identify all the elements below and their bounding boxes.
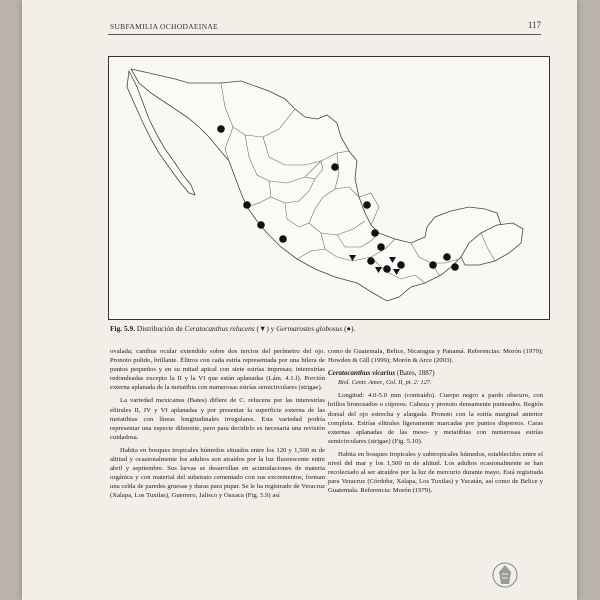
paragraph: ovalada; canthus ocular extendido sobre dos tercios del perímetro del ojo. Pronoto pulido, brillante. Élitros con cada estría representada por una hilera de puntos pequeños y en su mitad apical con siete estrías impresas; interestrías redondeadas excepto la II y la VI que están aplanadas (Lám. 4.1.f). Porción externa aplanada de la metatibia con numerosas estrías semicirculares (strigae). <box>110 348 325 392</box>
map-point-circle <box>377 243 385 251</box>
figure-caption <box>110 324 550 333</box>
publisher-emblem-icon <box>492 560 518 590</box>
map-point-circle <box>257 221 265 229</box>
header-rule <box>108 34 541 35</box>
map-point-circle <box>451 263 459 271</box>
map-point-circle <box>367 257 375 265</box>
map-point-circle <box>443 253 451 261</box>
page-number: 117 <box>527 20 541 30</box>
species-reference: Biol. Centr. Amer., Col. II, pt. 2: 127. <box>338 379 432 387</box>
species-heading <box>328 369 543 378</box>
caption-label: Fig. 5.9. <box>110 324 136 333</box>
map-point-circle <box>217 125 225 133</box>
paragraph: Longitud: 4.0-5.0 mm (contraído). Cuerpo negro a pardo obscuro, con brillos bronceados o cúpreos. Cabeza y pronoto densamente punteados. Región dorsal del ojo estrecha y alargada. Pronoto con la estría marginal anterior completa. Estrías elitrales ligeramente marcadas por puntos dispersos. Caras externas aplanadas de las meso- y metatibias con numerosas estrías semicirculares (strigae) (Fig. 5.10). <box>328 392 543 445</box>
text-column-right <box>328 347 543 499</box>
caption-species-b: Germarostes globosus <box>276 324 343 333</box>
caption-text: Distribución de <box>136 324 183 333</box>
paragraph: Habita en bosques tropicales húmedos situados entre los 120 y 1,500 m de altitud y ocasionalmente los adultos son atraídos por la luz fluorescente entre abril y septiembre. Sus larvas se desarrollan en acumulaciones de materia orgánica y con material del substrato cementado con sus excrementos, forman una celda de paredes gruesas y duras para pupar. Se le ha registrado de Veracruz (Xalapa, Los Tuxtlas), Guerrero, Jalisco y Oaxaca (Fig. 5.9) así <box>110 446 325 500</box>
map-point-circle <box>383 265 391 273</box>
caption-species-a: Ceratocanthus relucens <box>184 324 255 333</box>
map-point-circle <box>371 229 379 237</box>
map-point-circle <box>363 201 371 209</box>
distribution-map <box>108 56 550 320</box>
running-title: SUBFAMILIA OCHODAEINAE <box>110 22 218 31</box>
species-name: Ceratocanthus vicarius <box>328 369 396 378</box>
text-column-left <box>110 347 325 505</box>
map-point-circle <box>397 261 405 269</box>
map-point-circle <box>279 235 287 243</box>
paragraph: Habita en bosques tropicales y subtropicales húmedos, establecidos entre el nivel del mar y los 1,500 m de altitud. Los adultos ocasionalmente se han recolectado al ser atraídos por la luz de mercurio durante mayo. Está registrada para Veracruz (Córdoba, Xalapa, Los Tuxtlas) y Yucatán, así como de Belice y Guatemala. Referencia: Morón (1979). <box>328 450 543 495</box>
map-point-circle <box>429 261 437 269</box>
map-point-circle <box>243 201 251 209</box>
map-point-circle <box>331 163 339 171</box>
book-page <box>22 0 577 600</box>
caption-symbol-a: (▼) y <box>256 324 275 333</box>
species-author: (Bates, 1887) <box>396 369 435 378</box>
paragraph: La variedad mexicanus (Bates) difiere de C. relucens por las interestrías elitrales II, IV y VI aplanadas y por presentar la superficie externa de las metatibias con líneas longitudinales irregulares. Esta variedad podría representar una especie diferente, pero para decidirlo es necesaria una revisión cuidadosa. <box>110 397 325 441</box>
paragraph: como de Guatemala, Belice, Nicaragua y Panamá. Referencias: Morón (1979); Howden & Gill (1999); Morón & Arce (2003). <box>328 348 543 365</box>
caption-symbol-b: (●). <box>344 324 356 333</box>
